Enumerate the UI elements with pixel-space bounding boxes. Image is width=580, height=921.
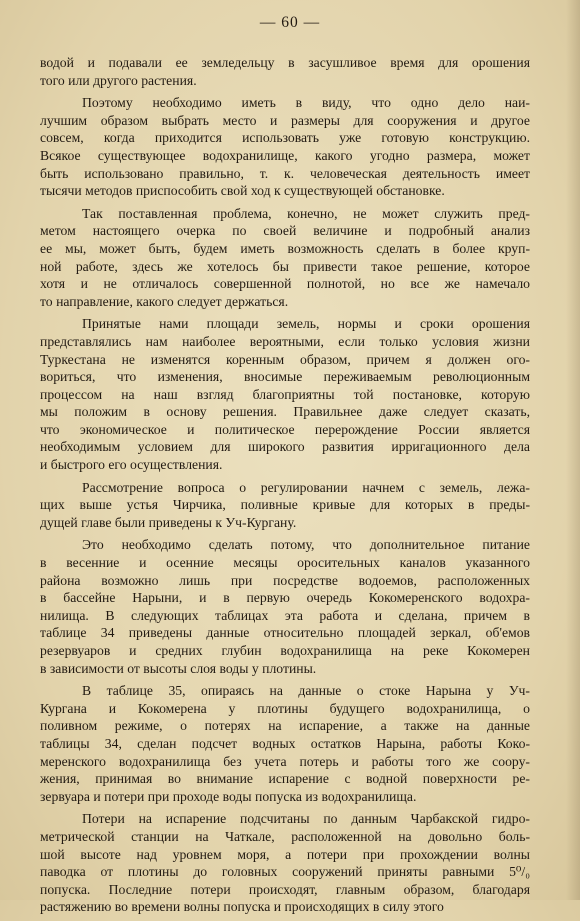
paragraph <box>40 205 530 311</box>
text-line: необходимым условием для широкого развития ирригационного дела <box>40 439 530 455</box>
text-line: Принятые нами площади земель, нормы и сроки орошения <box>82 316 530 332</box>
text-line: тысячи методов приспособить свой ход к существующей обстановке. <box>40 183 445 199</box>
text-line: хотя и не отличалось совершенной полнотой, но все же намечало <box>40 276 530 292</box>
paragraph <box>40 810 530 916</box>
text-line: процессом на наш взгляд благоприятны той постановке, которую <box>40 386 530 402</box>
text-line: поливном режиме, о потерях на испарение, а также на данные <box>40 718 530 734</box>
text-line: метрической станции на Чаткале, расположенной на довольно боль- <box>40 828 530 844</box>
text-line: быть использовано правильно, т. к. человеческая деятельность имеет <box>40 165 530 181</box>
text-line: Всякое существующее водохранилище, какого угодно размера, может <box>40 147 530 163</box>
text-line: представлялись нам наиболее вероятными, если только условия жизни <box>40 333 530 349</box>
text-line: водой и подавали ее земледельцу в засушливое время для орошения <box>40 55 530 70</box>
text-line: Кургана и Кокомерена у плотины будущего водохранилища, о <box>40 700 530 716</box>
text-line: Туркестана не изменятся коренным образом, причем я должен ого- <box>40 351 530 367</box>
text-line: попуска. Последние потери происходят, главным образом, благодаря <box>40 881 530 897</box>
text-line: Рассмотрение вопроса о регулировании начнем с земель, лежа- <box>82 479 530 495</box>
text-line: что экономическое и политическое перерождение России является <box>40 421 530 437</box>
text-line: жения, принимая во внимание испарение с водной поверхности ре- <box>40 771 530 787</box>
text-line: растяжению во времени волны попуска и происходящих в силу этого <box>40 899 444 915</box>
text-line: лучшим образом выбрать место и размеры для сооружения и другое <box>40 112 530 128</box>
text-line: Это необходимо сделать потому, что дополнительное питание <box>82 537 530 553</box>
text-line: ной работе, здесь же хотелось бы привести такое решение, которое <box>40 258 530 274</box>
text-line: нилища. В следующих таблицах эта работа и сделана, причем в <box>40 607 530 623</box>
text-line: района возможно лишь при посредстве водоемов, расположенных <box>40 572 530 588</box>
text-line: совсем, когда приходится использовать уже готовую конструкцию. <box>40 130 530 146</box>
text-line: то направление, какого следует держаться. <box>40 293 289 309</box>
text-line: Потери на испарение подсчитаны по данным Чарбакской гидро- <box>82 811 530 827</box>
paragraph <box>40 682 530 805</box>
paragraph <box>40 479 530 532</box>
text-line: дущей главе были приведены к Уч-Кургану. <box>40 514 297 530</box>
paragraph <box>40 536 530 677</box>
text-line: ее мы, может быть, будем иметь возможность сделать в более круп- <box>40 240 530 256</box>
text-line: меренского водохранилища без учета потерь и работы того же соору- <box>40 753 530 769</box>
text-line: зервуара и потери при проходе воды попуска из водохранилища. <box>40 788 417 804</box>
text-line: метом настоящего очерка по своей величине и подробный анализ <box>40 223 530 239</box>
text-line: В таблице 35, опираясь на данные о стоке Нарына у Уч- <box>82 683 530 699</box>
text-line: шой высоте над уровнем моря, а потери при прохождении волны <box>40 846 530 862</box>
text-line: щих выше устья Чирчика, поливные кривые для которых в преды- <box>40 497 530 513</box>
text-line: резервуаров и средних глубин водохранилища на реке Кокомерен <box>40 643 530 658</box>
text-line: паводка от плотины до головных сооружений приняты равными 5⁰/₀ <box>40 864 530 880</box>
text-line: в весенние и осенние месяцы оросительных каналов указанного <box>40 555 530 571</box>
text-line: мы положим в основу решения. Правильнее даже следует сказать, <box>40 404 530 420</box>
body-text <box>40 54 530 921</box>
text-line: таблице 34 приведены данные относительно площадей зеркал, об'емов <box>40 625 530 641</box>
paragraph <box>40 94 530 200</box>
text-line: Поэтому необходимо иметь в виду, что одно дело наи- <box>82 95 530 111</box>
text-line: в зависимости от высоты слоя воды у плотины. <box>40 660 317 676</box>
text-line: вориться, что изменения, вносимые переживаемым революционным <box>40 369 530 385</box>
page-edge-shadow <box>566 0 580 900</box>
paragraph <box>40 54 530 89</box>
text-line: Так поставленная проблема, конечно, не может служить пред- <box>82 205 530 221</box>
text-line: в бассейне Нарыни, и в первую очередь Кокомеренского водохра- <box>40 590 530 606</box>
paragraph <box>40 315 530 473</box>
page-number: — 60 — <box>259 14 321 31</box>
text-line: и быстрого его осуществления. <box>40 457 223 473</box>
text-line: того или другого растения. <box>40 72 197 88</box>
text-line: таблицы 34, сделан подсчет водных остатков Нарына, работы Коко- <box>40 735 530 751</box>
